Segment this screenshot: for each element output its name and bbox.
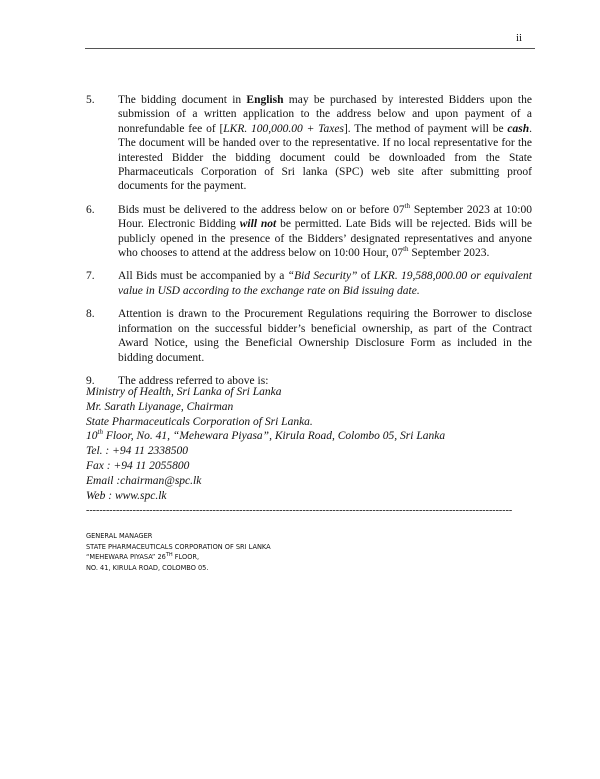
text-segment: English (246, 94, 284, 106)
paragraph-text (118, 307, 532, 365)
footer-address (86, 531, 271, 573)
text-segment: Bids must be delivered to the address below on or before 07 (118, 203, 405, 216)
numbered-paragraphs (86, 93, 532, 397)
text-segment: “Bid Security” (287, 270, 358, 283)
paragraph-item (86, 269, 532, 298)
footer-street: NO. 41, KIRULA ROAD, COLOMBO 05. (86, 563, 209, 572)
address-line-chairman: Mr. Sarath Liyanage, Chairman (86, 400, 234, 413)
text-segment: th (403, 245, 409, 254)
text-segment: of (357, 270, 374, 283)
paragraph-number: 7. (86, 270, 95, 283)
header-rule (85, 48, 535, 49)
text-segment: cash (507, 122, 530, 135)
text-segment: ]. The method of payment will be (343, 122, 508, 135)
address-email: Email :chairman@spc.lk (86, 474, 202, 487)
text-segment: may be purchased by interested Bidders upon the submission of a written application to the address below and upon payment of a nonrefundable fee of [ (118, 94, 532, 135)
address-fax: Fax : +94 11 2055800 (86, 459, 190, 472)
paragraph-text (118, 203, 532, 261)
address-block (86, 385, 445, 503)
paragraph-item (86, 307, 532, 365)
text-segment: The bidding document in (118, 94, 247, 106)
footer-organization: STATE PHARMACEUTICALS CORPORATION OF SRI LANKA (86, 542, 271, 551)
text-segment: The address referred to above is: (118, 374, 269, 387)
page-number: ii (516, 32, 523, 44)
text-segment: Attention is drawn to the Procurement Regulations requiring the Borrower to disclose information on the successful bidder’s beneficial ownership, as part of the Contract Award Notice, using the Beneficial Ownership Disclosure Form as included in the bidding document. (118, 308, 532, 364)
paragraph-text (118, 93, 532, 194)
dashed-separator: -------------------------------------------------------------------------------------------------------------------------------- (86, 505, 513, 516)
text-segment: be permitted. Late Bids will be rejected. Bids will be publicly opened in the presence of the Bidders’ designated representatives and anyone who chooses to attend at the address below on 10:00 Hour, 07 (118, 218, 532, 260)
text-segment: September 2023. (408, 247, 490, 260)
address-line-corporation: State Pharmaceuticals Corporation of Sri Lanka. (86, 415, 313, 428)
address-tel: Tel. : +94 11 2338500 (86, 445, 189, 458)
paragraph-number: 9. (86, 374, 95, 387)
address-line-floor: 10th Floor, No. 41, “Mehewara Piyasa”, Kirula Road, Colombo 05, Sri Lanka (86, 428, 446, 443)
footer-title: GENERAL MANAGER (86, 532, 153, 540)
paragraph-item (86, 93, 532, 194)
text-segment: LKR. 19,588,000.00 or equivalent value in USD according to the exchange rate on Bid issuing date. (118, 270, 532, 297)
address-web: Web : www.spc.lk (86, 489, 167, 502)
paragraph-item (86, 203, 532, 261)
text-segment: LKR. 100,000.00 + Taxes (223, 122, 344, 135)
paragraph-text (118, 269, 532, 298)
text-segment: September 2023 at 10:00 Hour. Electronic Bidding (118, 203, 532, 231)
footer-building: “MEHEWARA PIYASA” 26TH FLOOR, (86, 551, 200, 561)
text-segment: will not (239, 218, 277, 231)
text-segment: th (404, 202, 411, 211)
text-segment: . The document will be handed over to the representative. If no local representative for the interested Bidder the bidding document could be downloaded from the State Pharmaceuticals Corporation of Sri lanka (SPC) web site after submitting proof documents for the payment. (118, 122, 532, 193)
address-line-ministry: Ministry of Health, Sri Lanka of Sri Lanka (86, 386, 282, 398)
paragraph-number: 5. (86, 94, 95, 106)
paragraph-number: 6. (86, 203, 95, 216)
paragraph-number: 8. (86, 308, 95, 321)
text-segment: All Bids must be accompanied by a (118, 270, 288, 283)
